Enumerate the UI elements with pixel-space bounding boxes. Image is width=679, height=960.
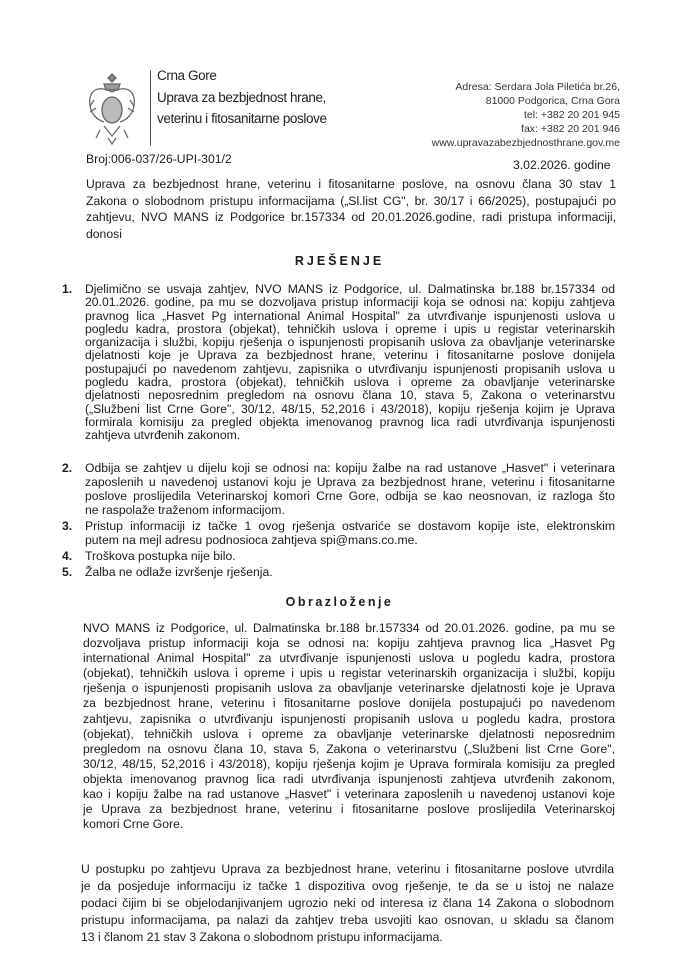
item-number: 1. [62, 282, 73, 296]
header-divider [150, 70, 151, 146]
item-text [85, 565, 615, 579]
address-street: Adresa: Serdara Jola Piletića br.26, [455, 81, 620, 93]
text-line: pogledu kadra, prostora (objekat), tehničkih uslova i opreme za obavljanje veterinarske [85, 376, 615, 390]
text-line: Djelimično se usvaja zahtjev, NVO MANS iz Podgorice, ul. Dalmatinska br.188 br.157334 od [85, 283, 615, 296]
text-line: Uprava za bezbjednost hrane, veterinu i fitosanitarne poslove, na osnovu člana 30 stav 1 [86, 177, 616, 191]
item-number: 3. [62, 518, 73, 533]
text-line: poslove proslijedila Veterinarskoj komori Crne Gore, odbija se kao neosnovan, iz razloga što [85, 488, 615, 503]
document-date: 3.02.2026. godine [513, 158, 611, 172]
address-phone: tel: +382 20 201 945 [523, 109, 620, 121]
item-text [85, 461, 615, 517]
item-text [85, 519, 615, 547]
intro-paragraph [86, 176, 616, 242]
text-line: djelatnosti koje je Uprava za bezbjednost hrane, veterinu i fitosanitarne poslove donijela [85, 349, 615, 363]
address-website[interactable]: www.upravazabezbjednosthrane.gov.me [431, 137, 620, 149]
text-line: dozvoljava pristup informaciji koja se odnosi na: kopiju zahtjeva pravnog lica „Hasvet Pg [83, 636, 615, 651]
agency-address [432, 80, 620, 150]
text-line: ne raspolaže traženom informacijom. [85, 502, 285, 517]
text-line: donosi [86, 226, 122, 241]
text-line: je da posjeduje informaciju iz tačke 1 dispozitiva ovog rješenje, te da se u istoj ne nalaze [81, 879, 614, 893]
text-line: Zakona o slobodnom pristupu informacijama („Sl.list CG", br. 30/17 i 66/2025), postupajući po [86, 193, 616, 208]
decision-item [62, 461, 615, 517]
text-line: NVO MANS iz Podgorice, ul. Dalmatinska br.188 br.157334 od 20.01.2026. godine, pa mu se [83, 621, 615, 635]
text-line: („Službeni list Crne Gore", 30/12, 48/15, 52,2016 i 43/2018), kopiju rješenja kojim je Uprava [85, 402, 615, 416]
text-line: Pristup informaciji iz tačke 1 ovog rješenja ostvariće se dostavom kopije iste, elektronskim [85, 518, 615, 533]
text-line: formirala komisiju za pregled objekta imenovanog pravnog lica radi utvrđivanja ispunjenosti [85, 415, 615, 429]
text-line: Žalba ne odlaže izvršenje rješenja. [85, 564, 273, 579]
item-number: 4. [62, 548, 73, 563]
item-number: 2. [62, 460, 73, 475]
reference-number: Broj:006-037/26-UPI-301/2 [86, 152, 232, 166]
text-line: objekta imenovanog pravnog lica radi utvrđivanja ispunjenosti zahtjeva utvrđenih zakonom, [83, 771, 615, 786]
text-line: Odbija se zahtjev u dijelu koji se odnosi na: kopiju žalbe na rad ustanove „Hasvet" i veterinara [85, 460, 615, 475]
decision-item [62, 519, 615, 547]
reasoning-title: Obrazloženje [285, 595, 394, 609]
decision-title: RJEŠENJE [294, 254, 385, 268]
text-line: pristupu informacijama, pa nalazi da zahtjev treba usvojiti kao osnovan, u skladu sa članom [81, 913, 614, 927]
text-line: pravnog lica „Hasvet Pg international Animal Hospital" za utvrđivanje ispunjenosti uslova u [85, 309, 615, 323]
text-line: putem na mejl adresu podnosioca zahtjeva spi@mans.co.me. [85, 532, 418, 547]
coat-of-arms-logo [86, 70, 138, 148]
reasoning-paragraph [83, 621, 615, 832]
item-number: 5. [62, 564, 73, 579]
text-line: zahtjeva utvrđenih zakonom. [85, 429, 241, 443]
text-line: zahtjevu, zapisnika o utvrđivanju ispunjenosti propisanih uslova u pogledu kadra, prostora [83, 711, 615, 726]
item-text [85, 549, 615, 563]
text-line: postupajući po navedenom zahtjevu, zapisnika o utvrđivanju ispunjenosti propisanih uslova u [85, 362, 615, 376]
text-line: U postupku po zahtjevu Uprava za bezbjednost hrane, veterinu i fitosanitarne poslove utvrdila [81, 862, 614, 876]
reasoning-paragraph [81, 861, 614, 946]
text-line: Troškova postupka nije bilo. [85, 548, 236, 563]
text-line: komori Crne Gore. [83, 817, 184, 832]
text-line: kao i kopiju žalbe na rad ustanove „Hasvet" i veterinara zaposlenih u navedenoj ustanovi koje [83, 787, 615, 802]
text-line: 30/12, 48/15, 52,2016 i 43/2018), kopiju rješenja kojim je Uprava formirala komisiju za pregled [83, 756, 615, 771]
text-line: djelatnosti neposrednim pregledom na osnovu člana 10, stava 5, Zakona o veterinarstvu [85, 389, 615, 403]
agency-name-line1: Uprava za bezbjednost hrane, [157, 90, 326, 105]
text-line: je Uprava za bezbjednost hrane, veterinu i fitosanitarne poslove proslijedila Veterinarskoj [83, 802, 615, 817]
country-name: Crna Gore [157, 68, 217, 83]
text-line: rješenja o ispunjenosti propisanih uslova za obavljanje veterinarske djelatnosti koje je Uprava [83, 681, 615, 696]
text-line: (objekat), tehničkih uslova i opreme i upis u registar veterinarskih organizacija i službi, kopiju [83, 666, 615, 681]
address-city: 81000 Podgorica, Crna Gora [485, 95, 620, 107]
text-line: 13 i članom 21 stav 3 Zakona o slobodnom pristupu informacijama. [81, 930, 443, 944]
agency-name-line2: veterinu i fitosanitarne poslove [157, 111, 327, 126]
text-line: podaci čijim bi se objelodanjivanjem ugrozio neki od interesa iz člana 14 Zakona o slobodnom [81, 896, 614, 910]
text-line: 20.01.2026. godine, pa mu se dozvoljava pristup informaciji koja se odnosi na: kopiju zahtjeva [85, 296, 615, 310]
address-fax: fax: +382 20 201 946 [521, 123, 620, 135]
text-line: pogledu kadra, prostora (objekat), tehničkih uslova i opreme i upis u registar veterinarskih [85, 322, 615, 336]
text-line: (objekat), tehničkih uslova i opreme za obavljanje veterinarske djelatnosti neposrednim [83, 726, 615, 741]
text-line: zaposlenih u navedenoj ustanovi koju je Uprava za bezbjednost hrane, veterinu i fitosanitarne [85, 474, 615, 489]
item-text [85, 283, 615, 443]
text-line: international Animal Hospital" za utvrđivanje ispunjenosti uslova u pogledu kadra, prostora [83, 651, 615, 666]
text-line: pregledom na osnovu člana 10, stava 5, Zakona o veterinarstvu („Službeni list Crne Gore", [83, 741, 615, 756]
decision-item [62, 549, 615, 563]
decision-item [62, 565, 615, 579]
text-line: organizacija i službi, kopiju rješenja o ispunjenosti propisanih uslova za obavljanje veterinarske [85, 336, 615, 350]
text-line: za bezbjednost hrane, veterinu i fitosanitarne poslove donijela postupajući po navedenom [83, 696, 615, 711]
text-line: zahtjevu, NVO MANS iz Podgorice br.157334 od 20.01.2026.godine, radi pristupa informaciji, [86, 210, 616, 224]
decision-item [62, 283, 615, 443]
